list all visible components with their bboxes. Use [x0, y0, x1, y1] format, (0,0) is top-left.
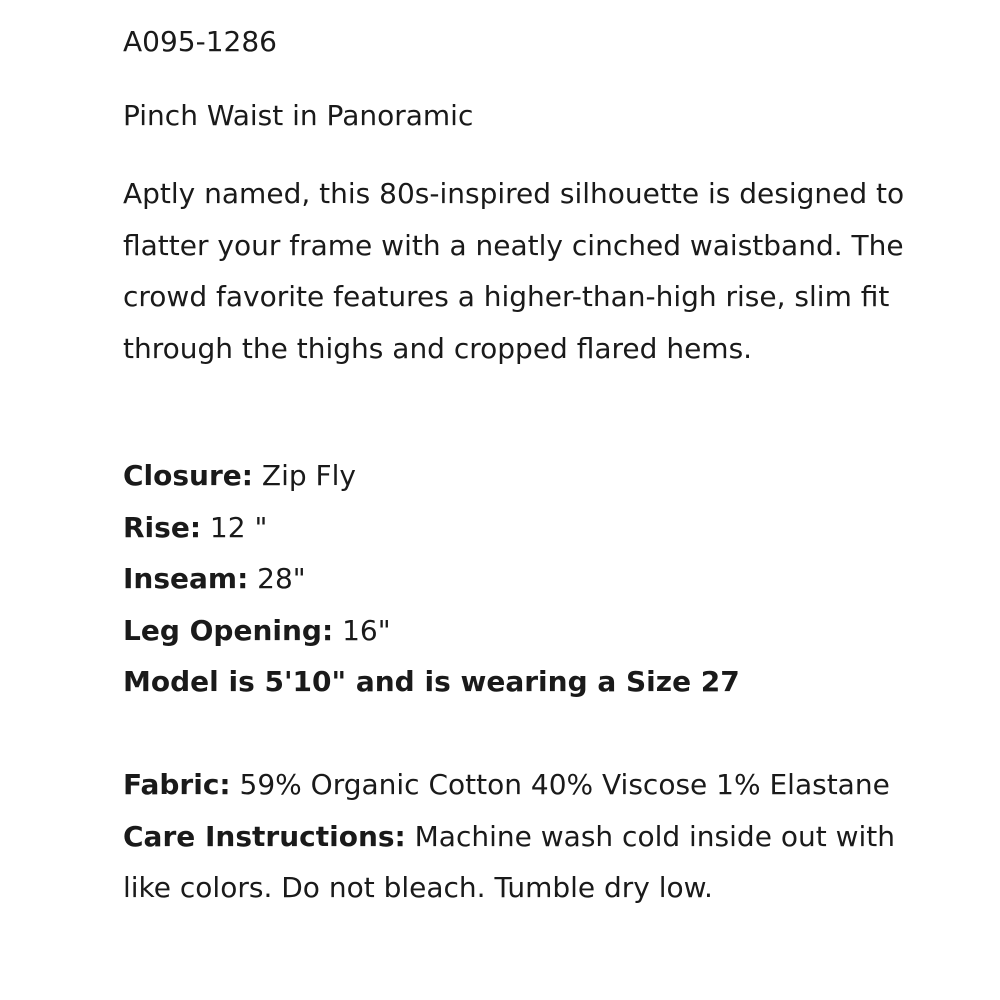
product-description: Aptly named, this 80s-inspired silhouette is designed to flatter your frame with a neatly cinched waistband. The crowd favorite features a higher-than-high rise, slim fit through the thighs and cropped flared hems.	[123, 177, 905, 365]
spec-value-leg-opening: 16"	[333, 613, 391, 647]
spec-value-inseam: 28"	[248, 562, 306, 595]
spacer	[123, 708, 913, 760]
product-title: Pinch Waist in Panoramic	[123, 99, 474, 132]
spec-value-rise: 12 "	[201, 510, 268, 544]
spec-label-inseam: Inseam:	[123, 562, 249, 595]
spec-inseam	[123, 553, 913, 605]
spec-care	[123, 811, 913, 914]
model-size-note: Model is 5'10" and is wearing a Size 27	[123, 665, 740, 698]
spec-value-fabric: 59% Organic Cotton 40% Viscose 1% Elastane	[230, 768, 890, 801]
spec-value-care: Machine wash cold inside out with like colors. Do not bleach. Tumble dry low.	[123, 819, 895, 904]
spec-list	[123, 450, 913, 914]
spec-rise	[123, 502, 913, 554]
spec-label-rise: Rise:	[123, 510, 202, 544]
spec-closure	[123, 450, 913, 502]
spec-label-care: Care Instructions:	[123, 819, 406, 853]
spec-fabric	[123, 759, 913, 811]
spec-label-closure: Closure:	[123, 459, 253, 492]
spec-label-leg-opening: Leg Opening:	[123, 613, 334, 647]
spec-leg-opening	[123, 605, 913, 657]
spec-value-closure: Zip Fly	[252, 459, 356, 492]
product-sku: A095-1286	[123, 25, 277, 58]
spec-label-fabric: Fabric:	[123, 768, 231, 801]
